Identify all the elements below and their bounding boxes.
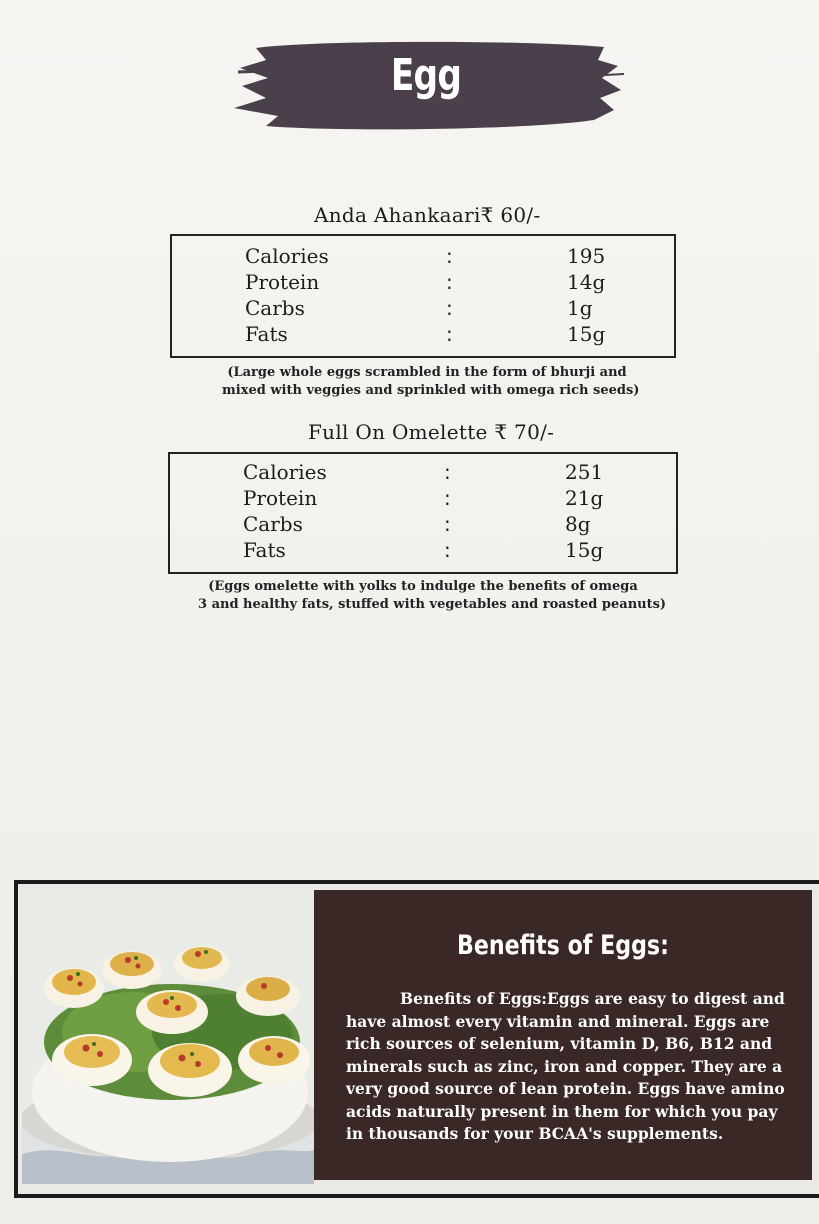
- deviled-eggs-photo: [22, 892, 314, 1184]
- nutrient-label: Protein: [243, 486, 318, 510]
- separator: :: [444, 460, 451, 484]
- nutrient-label: Fats: [245, 322, 288, 346]
- menu-item-title: [314, 203, 541, 227]
- nutrition-row: [170, 512, 676, 538]
- separator: :: [446, 322, 453, 346]
- description-line: (Large whole eggs scrambled in the form of bhurji and: [227, 365, 627, 380]
- nutrition-table: [168, 452, 678, 574]
- nutrition-table: [170, 234, 676, 358]
- item-name: Anda Ahankaari: [314, 203, 481, 227]
- nutrient-value: 21g: [565, 486, 604, 510]
- benefits-paragraph: [346, 988, 796, 1146]
- item-description: [222, 364, 640, 400]
- separator: :: [446, 270, 453, 294]
- benefits-panel: [314, 890, 812, 1180]
- title-banner: [226, 38, 626, 134]
- nutrient-value: 15g: [567, 322, 606, 346]
- nutrition-row: [172, 296, 674, 322]
- page-title: Egg: [390, 50, 462, 101]
- separator: :: [444, 538, 451, 562]
- nutrient-label: Calories: [243, 460, 327, 484]
- menu-item-title: [308, 420, 554, 444]
- separator: :: [446, 244, 453, 268]
- item-price: ₹ 70/-: [494, 420, 555, 444]
- nutrient-label: Fats: [243, 538, 286, 562]
- description-line: mixed with veggies and sprinkled with omega rich seeds): [222, 383, 640, 398]
- nutrition-row: [172, 270, 674, 296]
- item-description: [198, 578, 667, 614]
- nutrient-label: Protein: [245, 270, 320, 294]
- nutrition-row: [170, 460, 676, 486]
- nutrient-value: 8g: [565, 512, 591, 536]
- nutrient-value: 15g: [565, 538, 604, 562]
- nutrient-value: 14g: [567, 270, 606, 294]
- item-price: ₹ 60/-: [480, 203, 541, 227]
- separator: :: [446, 296, 453, 320]
- nutrient-value: 1g: [567, 296, 593, 320]
- nutrition-row: [172, 244, 674, 270]
- separator: :: [444, 486, 451, 510]
- description-line: 3 and healthy fats, stuffed with vegetables and roasted peanuts): [198, 597, 667, 612]
- nutrient-label: Carbs: [243, 512, 303, 536]
- nutrition-row: [170, 538, 676, 564]
- nutrient-value: 251: [565, 460, 604, 484]
- nutrition-row: [170, 486, 676, 512]
- item-name: Full On Omelette: [308, 420, 488, 444]
- description-line: (Eggs omelette with yolks to indulge the benefits of omega: [208, 579, 638, 594]
- separator: :: [444, 512, 451, 536]
- nutrition-row: [172, 322, 674, 348]
- nutrient-label: Calories: [245, 244, 329, 268]
- nutrient-label: Carbs: [245, 296, 305, 320]
- nutrient-value: 195: [567, 244, 606, 268]
- benefits-title: Benefits of Eggs:: [457, 930, 669, 961]
- benefits-body: Benefits of Eggs:Eggs are easy to digest and have almost every vitamin and mineral. Eggs are rich sources of selenium, vitamin D, B6, B12 and minerals such as zinc, iron and copper. They are a very good source of lean protein. Eggs have amino acids naturally present in them for which you pay in thousands for your BCAA's supplements.: [346, 989, 785, 1143]
- deviled-eggs-illustration: [22, 892, 314, 1184]
